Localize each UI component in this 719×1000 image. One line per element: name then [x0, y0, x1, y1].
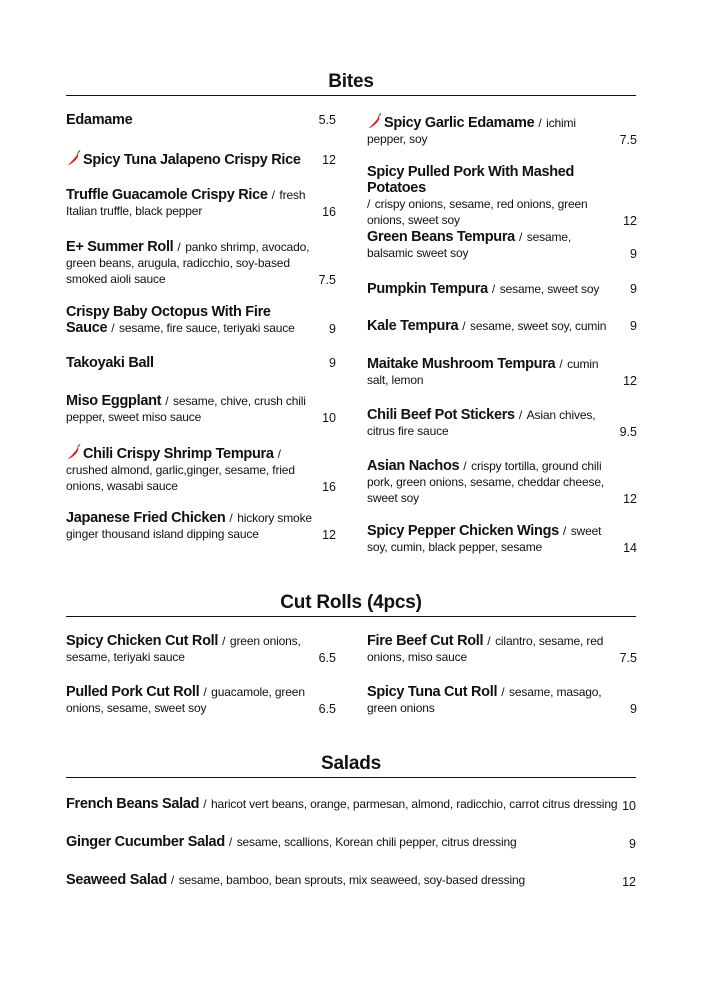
item-name: Spicy Garlic Edamame — [384, 115, 535, 131]
item-description: hickory smoke ginger thousand island dipping sauce — [66, 511, 312, 541]
item-price: 12 — [322, 153, 336, 167]
menu-item: Truffle Guacamole Crispy Rice / fresh Italian truffle, black pepper 16 — [66, 187, 336, 219]
item-name: Chili Beef Pot Stickers — [367, 407, 515, 423]
item-price: 7.5 — [619, 133, 637, 147]
item-description: fresh Italian truffle, black pepper — [66, 188, 306, 218]
item-name: Truffle Guacamole Crispy Rice — [66, 187, 268, 203]
item-description: crispy onions, sesame, red onions, green onions, sweet soy — [367, 197, 588, 227]
item-description: haricot vert beans, orange, parmesan, almond, radicchio, carrot citrus dressing — [211, 797, 618, 811]
item-price: 6.5 — [318, 651, 336, 665]
item-name: Japanese Fried Chicken — [66, 510, 226, 526]
menu-item: Seaweed Salad / sesame, bamboo, bean sprouts, mix seaweed, soy-based dressing 12 — [66, 872, 636, 889]
item-name: Fire Beef Cut Roll — [367, 633, 484, 649]
item-price: 9 — [630, 702, 637, 716]
item-name: Edamame — [66, 112, 133, 128]
item-description: sesame, balsamic sweet soy — [367, 230, 572, 260]
menu-item: Miso Eggplant / sesame, chive, crush chili pepper, sweet miso sauce 10 — [66, 393, 336, 425]
item-name: Seaweed Salad — [66, 872, 167, 888]
item-price: 12 — [322, 528, 336, 542]
item-price: 9 — [630, 247, 637, 261]
item-price: 7.5 — [619, 651, 637, 665]
item-name: Spicy Chicken Cut Roll — [66, 633, 219, 649]
menu-item: Maitake Mushroom Tempura / cumin salt, lemon 12 — [367, 356, 637, 388]
menu-item: Chili Crispy Shrimp Tempura / crushed almond, garlic,ginger, sesame, fried onions, wasabi sauce 16 — [66, 443, 336, 494]
item-description: sesame, chive, crush chili pepper, sweet miso sauce — [66, 394, 306, 424]
item-description: guacamole, green onions, sesame, sweet soy — [66, 685, 305, 715]
item-description: cilantro, sesame, red onions, miso sauce — [367, 634, 604, 664]
item-description: crushed almond, garlic,ginger, sesame, fried onions, wasabi sauce — [66, 463, 295, 493]
section-divider — [66, 777, 636, 778]
item-price: 10 — [622, 799, 636, 813]
item-name: Asian Nachos — [367, 458, 460, 474]
section-title-cut-rolls: Cut Rolls (4pcs) — [280, 592, 422, 613]
item-price: 12 — [623, 374, 637, 388]
chili-pepper-icon — [66, 443, 81, 461]
menu-item: Green Beans Tempura / sesame, balsamic sweet soy 9 — [367, 229, 637, 261]
menu-item: Japanese Fried Chicken / hickory smoke ginger thousand island dipping sauce 12 — [66, 510, 336, 542]
section-divider — [66, 616, 636, 617]
item-description: sesame, bamboo, bean sprouts, mix seaweed, soy-based dressing — [178, 873, 526, 887]
item-description: sesame, fire sauce, teriyaki sauce — [119, 321, 295, 335]
menu-item: Chili Beef Pot Stickers / Asian chives, citrus fire sauce 9.5 — [367, 407, 637, 439]
item-name: Pumpkin Tempura — [367, 281, 488, 297]
menu-item: Fire Beef Cut Roll / cilantro, sesame, red onions, miso sauce 7.5 — [367, 633, 637, 665]
item-price: 10 — [322, 411, 336, 425]
item-name: Miso Eggplant — [66, 393, 162, 409]
item-price: 7.5 — [318, 273, 336, 287]
item-name: E+ Summer Roll — [66, 239, 174, 255]
item-price: 9 — [630, 282, 637, 296]
item-price: 16 — [322, 205, 336, 219]
item-description: sesame, scallions, Korean chili pepper, citrus dressing — [236, 835, 517, 849]
item-description: sesame, masago, green onions — [367, 685, 602, 715]
menu-item: Asian Nachos / crispy tortilla, ground chili pork, green onions, sesame, cheddar cheese, sweet soy 12 — [367, 458, 637, 506]
item-description: cumin salt, lemon — [367, 357, 599, 387]
item-description: ichimi pepper, soy — [367, 116, 576, 146]
menu-item: Ginger Cucumber Salad / sesame, scallions, Korean chili pepper, citrus dressing 9 — [66, 834, 636, 851]
item-description: sweet soy, cumin, black pepper, sesame — [367, 524, 602, 554]
menu-item: Spicy Garlic Edamame / ichimi pepper, soy 7.5 — [367, 112, 637, 147]
item-name: Spicy Tuna Cut Roll — [367, 684, 498, 700]
menu-item: Spicy Pulled Pork With Mashed Potatoes / crispy onions, sesame, red onions, green onions, sweet soy 12 — [367, 164, 637, 228]
item-name: Maitake Mushroom Tempura — [367, 356, 556, 372]
item-price: 9 — [329, 322, 336, 336]
item-name: Spicy Pulled Pork With Mashed Potatoes — [367, 164, 575, 196]
item-name: Chili Crispy Shrimp Tempura — [83, 446, 274, 462]
item-price: 9 — [629, 837, 636, 851]
item-name: Green Beans Tempura — [367, 229, 515, 245]
menu-item — [66, 355, 336, 371]
item-name: French Beans Salad — [66, 796, 200, 812]
item-price: 5.5 — [318, 113, 336, 127]
menu-item: Spicy Chicken Cut Roll / green onions, sesame, teriyaki sauce 6.5 — [66, 633, 336, 665]
menu-item — [66, 112, 336, 128]
menu-item: Spicy Tuna Cut Roll / sesame, masago, green onions 9 — [367, 684, 637, 716]
menu-item: E+ Summer Roll / panko shrimp, avocado, green beans, arugula, radicchio, soy-based smoked aioli sauce 7.5 — [66, 239, 336, 287]
menu-item: Pumpkin Tempura / sesame, sweet soy 9 — [367, 281, 637, 297]
menu-item: Kale Tempura / sesame, sweet soy, cumin 9 — [367, 318, 637, 334]
item-price: 12 — [623, 214, 637, 228]
section-divider — [66, 95, 636, 96]
item-description: crispy tortilla, ground chili pork, green onions, sesame, cheddar cheese, sweet soy — [367, 459, 605, 505]
section-title-salads: Salads — [320, 753, 382, 774]
item-price: 16 — [322, 480, 336, 494]
item-price: 9 — [630, 319, 637, 333]
item-price: 6.5 — [318, 702, 336, 716]
item-name: Kale Tempura — [367, 318, 459, 334]
menu-item: Crispy Baby Octopus With Fire Sauce / sesame, fire sauce, teriyaki sauce 9 — [66, 304, 336, 336]
menu-item — [66, 149, 336, 168]
item-name: Spicy Tuna Jalapeno Crispy Rice — [83, 152, 301, 168]
item-name: Ginger Cucumber Salad — [66, 834, 225, 850]
item-name: Spicy Pepper Chicken Wings — [367, 523, 559, 539]
item-price: 9 — [329, 356, 336, 370]
menu-item: French Beans Salad / haricot vert beans, orange, parmesan, almond, radicchio, carrot citrus dressing 10 — [66, 796, 636, 813]
item-description: panko shrimp, avocado, green beans, arugula, radicchio, soy-based smoked aioli sauce — [66, 240, 310, 286]
chili-pepper-icon — [367, 112, 382, 130]
item-price: 9.5 — [619, 425, 637, 439]
item-description: Asian chives, citrus fire sauce — [367, 408, 596, 438]
item-price: 12 — [623, 492, 637, 506]
item-description: sesame, sweet soy, cumin — [470, 319, 607, 333]
item-price: 12 — [622, 875, 636, 889]
item-name: Takoyaki Ball — [66, 355, 154, 371]
item-description: green onions, sesame, teriyaki sauce — [66, 634, 301, 664]
item-price: 14 — [623, 541, 637, 555]
item-name: Pulled Pork Cut Roll — [66, 684, 200, 700]
menu-item: Spicy Pepper Chicken Wings / sweet soy, cumin, black pepper, sesame 14 — [367, 523, 637, 555]
menu-item: Pulled Pork Cut Roll / guacamole, green onions, sesame, sweet soy 6.5 — [66, 684, 336, 716]
item-name: Crispy Baby Octopus With Fire Sauce — [66, 304, 271, 336]
section-title-bites: Bites — [328, 71, 374, 92]
chili-pepper-icon — [66, 149, 81, 167]
item-description: sesame, sweet soy — [499, 282, 600, 296]
